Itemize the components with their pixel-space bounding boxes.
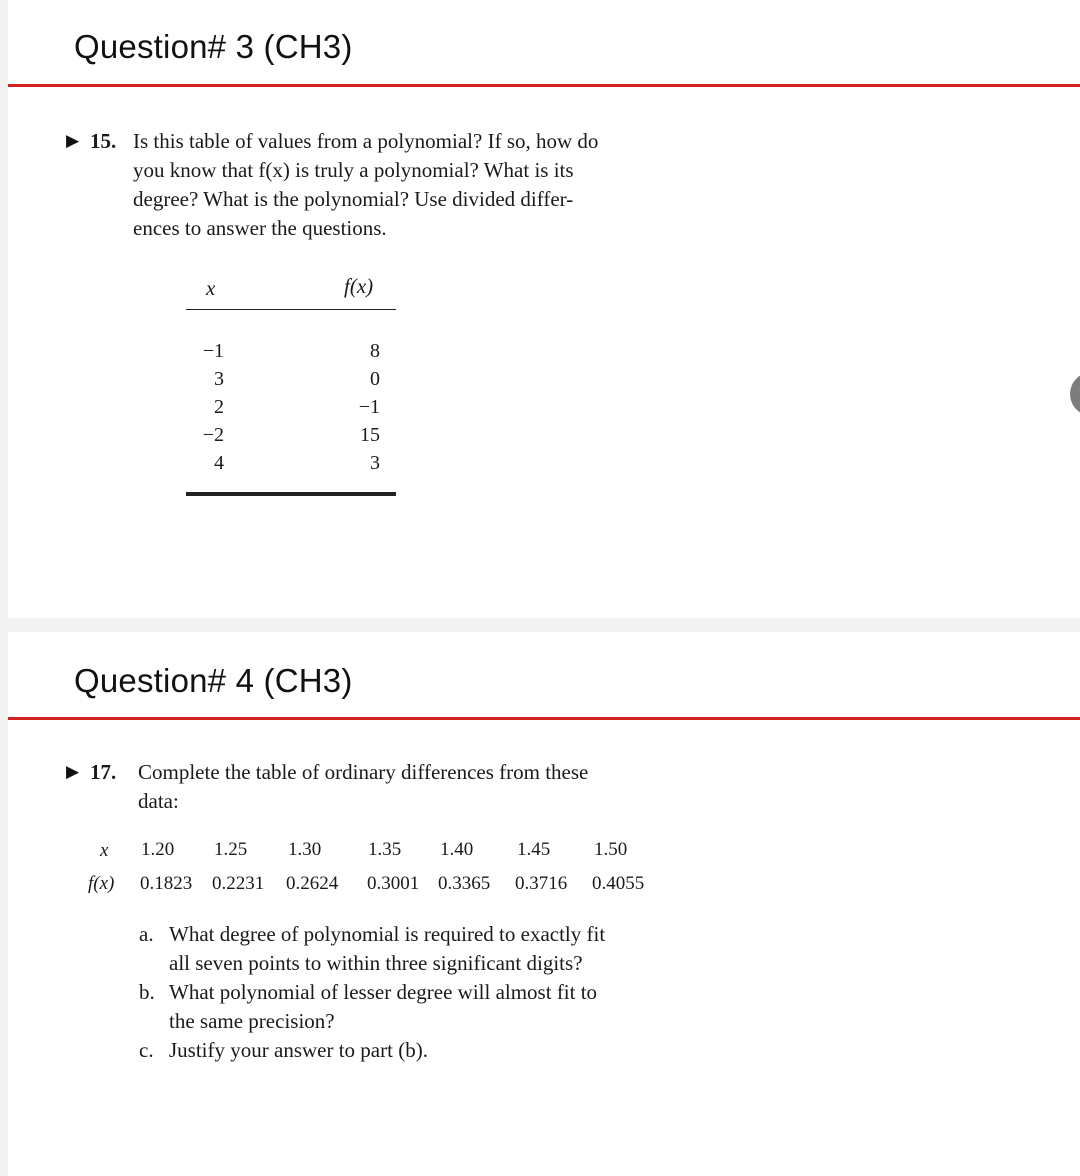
problem-15-line-4: ences to answer the questions. (133, 216, 387, 240)
data-fx-value: 0.3365 (438, 873, 491, 894)
table-cell-x: −2 (202, 424, 224, 446)
part-c-line-1: Justify your answer to part (b). (169, 1038, 428, 1062)
data-table (8, 834, 708, 904)
data-x-value: 1.30 (288, 839, 322, 860)
question-4-title: Question# 4 (CH3) (74, 662, 353, 699)
values-table (186, 274, 396, 504)
problem-17-line-1: Complete the table of ordinary differences from these (138, 760, 589, 784)
problem-15-number: 15. (90, 129, 117, 153)
part-a-label: a. (139, 922, 154, 946)
data-x-value: 1.45 (517, 839, 551, 860)
question-3-title: Question# 3 (CH3) (74, 28, 353, 65)
part-b-line-2: the same precision? (169, 1009, 335, 1033)
part-c (139, 1036, 759, 1065)
table-header-x: x (206, 276, 216, 300)
question-3-card (8, 0, 1080, 618)
table-cell-fx: 0 (370, 368, 380, 390)
problem-15-line-1: Is this table of values from a polynomial? If so, how do (133, 129, 599, 153)
data-row-label-fx: f(x) (88, 873, 115, 894)
problem-17-line-2: data: (138, 789, 179, 813)
table-cell-fx: 8 (370, 340, 380, 362)
part-b (139, 978, 759, 1036)
table-cell-fx: 15 (360, 424, 380, 446)
problem-15-marker-icon: ▶ (66, 131, 80, 151)
data-x-value: 1.20 (141, 839, 175, 860)
data-fx-value: 0.1823 (140, 873, 193, 894)
part-c-text (169, 1036, 789, 1065)
table-cell-x: 3 (214, 368, 224, 390)
part-a-text (169, 920, 789, 978)
problem-15-line-3: degree? What is the polynomial? Use divided differ- (133, 187, 574, 211)
data-row-label-x: x (100, 840, 109, 861)
table-cell-x: −1 (202, 340, 224, 362)
data-x-value: 1.25 (214, 839, 248, 860)
part-b-label: b. (139, 980, 155, 1004)
part-c-label: c. (139, 1038, 154, 1062)
part-b-line-1: What polynomial of lesser degree will almost fit to (169, 980, 598, 1004)
part-b-text (169, 978, 789, 1036)
data-fx-value: 0.3716 (515, 873, 568, 894)
question-4-divider (8, 717, 1080, 720)
table-header-rule (186, 309, 396, 310)
table-cell-fx: −1 (358, 396, 380, 418)
problem-15-text (133, 127, 598, 243)
problem-15 (66, 127, 766, 247)
table-cell-x: 2 (214, 396, 224, 418)
table-cell-fx: 3 (370, 452, 380, 474)
data-fx-value: 0.3001 (367, 873, 420, 894)
data-fx-value: 0.2624 (286, 873, 339, 894)
problem-15-line-2: you know that f(x) is truly a polynomial? What is its (133, 158, 574, 182)
problem-17-number: 17. (90, 760, 117, 784)
question-4-card (8, 632, 1080, 1176)
problem-17-text (138, 758, 588, 816)
data-fx-value: 0.4055 (592, 873, 645, 894)
problem-17 (66, 758, 766, 818)
question-3-divider (8, 84, 1080, 87)
problem-17-parts (139, 920, 759, 1065)
part-a-line-1: What degree of polynomial is required to exactly fit (169, 922, 606, 946)
data-x-value: 1.50 (594, 839, 628, 860)
table-cell-x: 4 (214, 452, 224, 474)
table-bottom-rule (186, 492, 396, 496)
part-a (139, 920, 759, 978)
table-column-x (186, 337, 224, 477)
part-a-line-2: all seven points to within three significant digits? (169, 951, 583, 975)
data-x-value: 1.35 (368, 839, 402, 860)
data-x-value: 1.40 (440, 839, 474, 860)
problem-17-marker-icon: ▶ (66, 762, 80, 782)
data-fx-value: 0.2231 (212, 873, 265, 894)
table-header-fx: f(x) (344, 274, 374, 298)
table-column-fx (326, 337, 380, 477)
